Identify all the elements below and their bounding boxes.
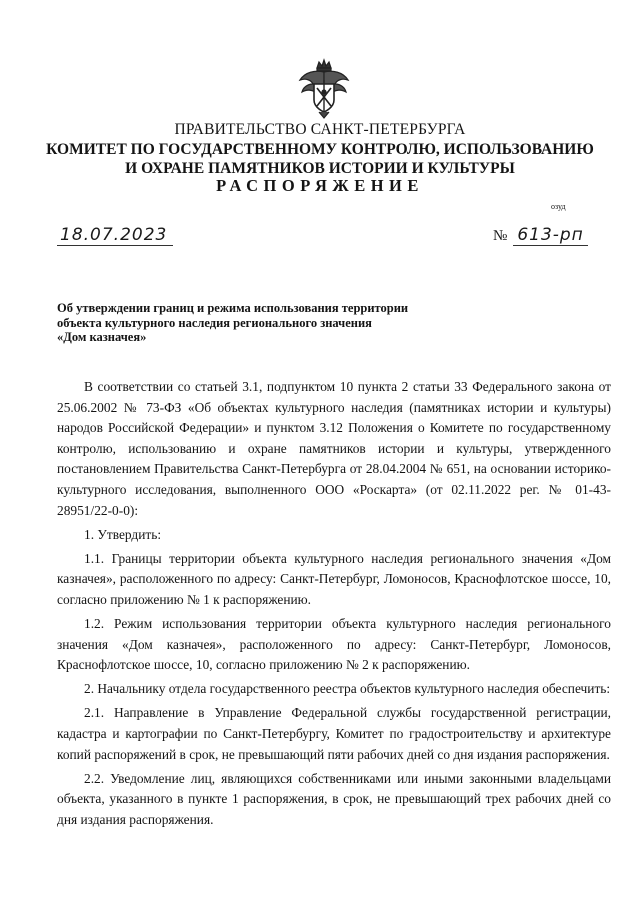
committee-title-line1: КОМИТЕТ ПО ГОСУДАРСТВЕННОМУ КОНТРОЛЮ, ИСПОЛЬЗОВАНИЮ [46, 141, 594, 158]
document-number [493, 225, 588, 246]
document-date [57, 225, 173, 245]
document-subject [57, 301, 408, 345]
committee-title [0, 140, 640, 178]
subject-line2: объекта культурного наследия регионального значения [57, 315, 372, 330]
document-body [57, 377, 611, 830]
subject-line1: Об утверждении границ и режима использования территории [57, 301, 409, 315]
handwritten-date: 18.07.2023 [57, 225, 173, 246]
paragraph-1-2: 1.2. Режим использования территории объекта культурного наследия регионального значения «Дом казначея», расположенного по адресу: Санкт-Петербург, Ломоносов, Краснофлотское шоссе, 10, согласно приложению № 2 к распоряжению. [57, 616, 611, 673]
paragraph-1: 1. Утвердить: [84, 526, 162, 542]
government-title: ПРАВИТЕЛЬСТВО САНКТ-ПЕТЕРБУРГА [174, 121, 466, 138]
paragraph-1-1: 1.1. Границы территории объекта культурного наследия регионального значения «Дом казначея», расположенного по адресу: Санкт-Петербург, Ломоносов, Краснофлотское шоссе, 10, согласно приложению № 1 к распоряжению. [57, 550, 611, 607]
paragraph-2-2: 2.2. Уведомление лиц, являющихся собственниками или иными законными владельцами объекта, указанного в пункте 1 распоряжения, в срок, не превышающий трех рабочих дней со дня издания распоряжения. [57, 770, 611, 827]
paragraph-preamble: В соответствии со статьей 3.1, подпунктом 10 пункта 2 статьи 33 Федерального закона от 25.06.2002 № 73-ФЗ «Об объектах культурного наследия (памятниках истории и культуры) народов Российской Федерации» и пунктом 3.12 Положения о Комитете по государственному контролю, использованию и охране памятников истории и культуры, утвержденного постановлением Правительства Санкт-Петербурга от 28.04.2004 № 651, на основании историко-культурного исследования, выполненного ООО «Роскарта» (от 02.11.2022 рег. № 01-43-28951/22-0-0): [57, 379, 611, 518]
paragraph-2-1: 2.1. Направление в Управление Федеральной службы государственной регистрации, кадастра и картографии по Санкт-Петербургу, Комитет по градостроительству и архитектуре копий распоряжений в срок, не превышающий пяти рабочих дней со дня издания распоряжения. [57, 705, 611, 762]
committee-title-line2: И ОХРАНЕ ПАМЯТНИКОВ ИСТОРИИ И КУЛЬТУРЫ [125, 160, 515, 177]
document-type: РАСПОРЯЖЕНИЕ [216, 176, 424, 195]
number-sign: № [493, 228, 508, 244]
handwritten-number: 613-рп [513, 225, 588, 246]
ozud-mark: озуд [551, 202, 566, 211]
paragraph-2: 2. Начальнику отдела государственного реестра объектов культурного наследия обеспечить: [84, 681, 611, 697]
coat-of-arms-icon [297, 58, 351, 120]
subject-line3: «Дом казначея» [57, 330, 147, 344]
